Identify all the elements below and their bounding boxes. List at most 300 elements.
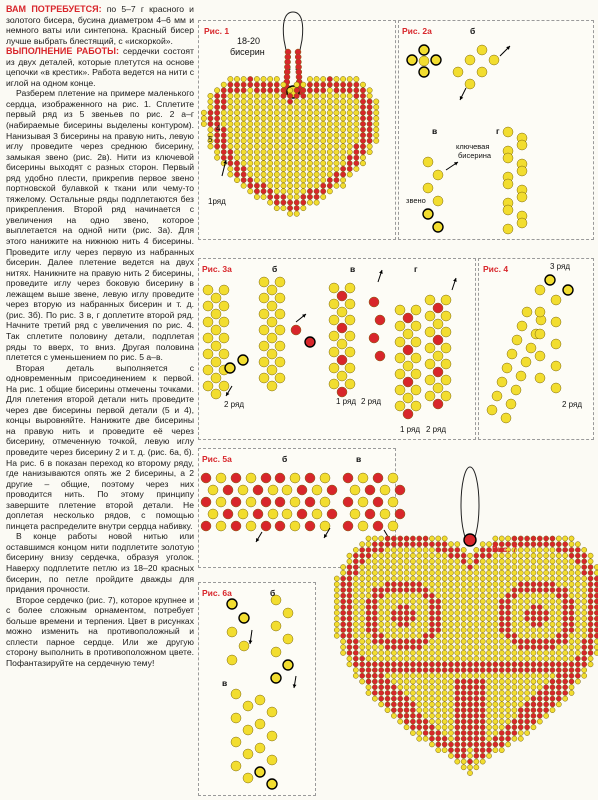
fig7-bead xyxy=(410,542,415,547)
fig7-bead xyxy=(467,725,472,730)
fig1-bead xyxy=(221,110,226,115)
fig1-bead xyxy=(274,99,279,104)
fig1-bead xyxy=(234,104,239,109)
fig7-bead xyxy=(537,673,542,678)
fig1-bead xyxy=(254,82,259,87)
fig1-bead xyxy=(321,149,326,154)
fig1-bead xyxy=(267,82,272,87)
fig7-bead xyxy=(544,662,549,667)
fig7-bead xyxy=(467,576,472,581)
fig7-bead xyxy=(379,696,384,701)
fig7-bead xyxy=(480,719,485,724)
fig7-bead xyxy=(493,708,498,713)
fig7-bead xyxy=(563,553,568,558)
fig1-bead xyxy=(314,200,319,205)
fig1-bead xyxy=(274,82,279,87)
fig7-bead xyxy=(550,645,555,650)
fig7-bead xyxy=(385,690,390,695)
fig7-bead xyxy=(366,639,371,644)
fig1-bead xyxy=(321,121,326,126)
fig7-bead xyxy=(518,587,523,592)
fig1-bead xyxy=(321,127,326,132)
fig7-bead xyxy=(379,582,384,587)
fig7-bead xyxy=(423,685,428,690)
fig1-bead xyxy=(334,127,339,132)
fig1-bead xyxy=(294,200,299,205)
fig1-bead xyxy=(254,104,259,109)
fig7-bead xyxy=(524,547,529,552)
fig7-bead xyxy=(455,690,460,695)
fig4-bead xyxy=(526,343,536,353)
fig1-bead xyxy=(281,144,286,149)
fig1-bead xyxy=(281,200,286,205)
fig7-bead xyxy=(423,667,428,672)
fig7-bead xyxy=(347,662,352,667)
fig3v-bead xyxy=(369,333,379,343)
fig6a-bead xyxy=(239,641,249,651)
fig5v-bead xyxy=(388,497,398,507)
fig7-bead xyxy=(379,667,384,672)
fig1-bead xyxy=(228,104,233,109)
fig7-bead xyxy=(563,536,568,541)
fig2v-bead xyxy=(423,157,433,167)
fig7-bead xyxy=(563,690,568,695)
fig1-bead xyxy=(228,76,233,81)
fig7-bead xyxy=(474,559,479,564)
fig7-bead xyxy=(524,708,529,713)
fig7-bead xyxy=(423,633,428,638)
fig1-bead xyxy=(214,88,219,93)
fig7-bead xyxy=(436,713,441,718)
fig7-bead xyxy=(436,610,441,615)
fig7-bead xyxy=(518,713,523,718)
fig7-bead xyxy=(353,593,358,598)
fig7-bead xyxy=(480,742,485,747)
fig6b-bead xyxy=(271,673,281,683)
fig7-bead xyxy=(505,708,510,713)
fig7-bead xyxy=(448,553,453,558)
fig3b-bead xyxy=(267,285,277,295)
fig7-bead xyxy=(404,559,409,564)
fig5a-bead xyxy=(246,497,256,507)
fig7-bead xyxy=(417,582,422,587)
fig1-bead xyxy=(228,127,233,132)
fig1-bead xyxy=(340,99,345,104)
fig7-bead xyxy=(556,702,561,707)
fig5b-bead xyxy=(297,485,307,495)
fig7-bead xyxy=(480,656,485,661)
fig7-bead xyxy=(436,616,441,621)
fig1-bead xyxy=(274,127,279,132)
fig7-bead xyxy=(455,559,460,564)
fig3g-bead xyxy=(425,311,435,321)
fig1-bead xyxy=(367,116,372,121)
fig7-bead xyxy=(455,702,460,707)
fig1-bead xyxy=(214,144,219,149)
fig1-bead xyxy=(248,138,253,143)
fig7-bead xyxy=(594,650,598,655)
fig7-bead xyxy=(417,610,422,615)
fig7-bead xyxy=(455,645,460,650)
fig7-bead xyxy=(569,627,574,632)
fig3v-bead xyxy=(345,379,355,389)
fig1-bead xyxy=(367,138,372,143)
fig7-bead xyxy=(544,542,549,547)
fig5v-bead xyxy=(395,485,405,495)
fig7-bead xyxy=(417,587,422,592)
fig5v-bead xyxy=(365,509,375,519)
fig3g-row2-label: 2 ряд xyxy=(426,425,447,434)
fig1-bead xyxy=(367,121,372,126)
fig3g-bead xyxy=(395,353,405,363)
fig1-bead xyxy=(254,144,259,149)
fig7-bead xyxy=(404,696,409,701)
fig7-bead xyxy=(556,639,561,644)
fig7-bead xyxy=(429,610,434,615)
fig1-bead xyxy=(234,110,239,115)
fig7-bead xyxy=(360,605,365,610)
fig3a-label: Рис. 3а xyxy=(202,264,232,274)
fig7-bead xyxy=(505,570,510,575)
fig2g-label: г xyxy=(496,126,500,136)
fig1-bead xyxy=(208,144,213,149)
fig7-bead xyxy=(505,736,510,741)
fig7-bead xyxy=(410,605,415,610)
fig7-bead xyxy=(550,633,555,638)
fig7-bead xyxy=(385,587,390,592)
fig7-bead xyxy=(569,685,574,690)
fig7-bead xyxy=(398,645,403,650)
fig1-bead xyxy=(208,116,213,121)
fig7-bead xyxy=(398,673,403,678)
fig7-bead xyxy=(569,616,574,621)
fig4-bead xyxy=(551,383,561,393)
fig7-bead xyxy=(575,616,580,621)
fig1-bead xyxy=(354,161,359,166)
fig1-bead xyxy=(221,82,226,87)
fig7-bead xyxy=(391,656,396,661)
fig7-bead xyxy=(391,570,396,575)
fig1-bead xyxy=(214,138,219,143)
fig7-bead xyxy=(341,622,346,627)
fig1-bead xyxy=(367,149,372,154)
fig1-num-4: 4 xyxy=(216,124,221,133)
fig6b-bead xyxy=(283,608,293,618)
fig1-bead xyxy=(327,155,332,160)
fig1-bead xyxy=(334,110,339,115)
fig7-bead xyxy=(461,708,466,713)
fig7-bead xyxy=(512,690,517,695)
fig7-bead xyxy=(505,690,510,695)
fig1-bead xyxy=(314,149,319,154)
fig7-bead xyxy=(442,650,447,655)
fig1-bead xyxy=(234,161,239,166)
fig7-bead xyxy=(588,576,593,581)
fig7-bead xyxy=(461,673,466,678)
fig1-bead xyxy=(340,161,345,166)
fig7-bead xyxy=(537,570,542,575)
fig4-bead xyxy=(535,351,545,361)
fig7-bead xyxy=(537,702,542,707)
fig7-bead xyxy=(334,582,339,587)
fig7-bead xyxy=(524,656,529,661)
fig5b-bead xyxy=(282,485,292,495)
fig7-bead xyxy=(537,667,542,672)
fig7-bead xyxy=(410,696,415,701)
fig5v-bead xyxy=(358,473,368,483)
fig7-bead xyxy=(486,656,491,661)
fig7-bead xyxy=(385,542,390,547)
fig6b-bead xyxy=(271,621,281,631)
fig7-bead xyxy=(391,593,396,598)
fig1-bead xyxy=(294,133,299,138)
fig7-bead xyxy=(391,713,396,718)
fig7-bead xyxy=(423,650,428,655)
fig7-bead xyxy=(499,708,504,713)
fig7-bead xyxy=(518,656,523,661)
fig7-bead xyxy=(480,662,485,667)
fig7-bead xyxy=(467,742,472,747)
fig1-bead xyxy=(340,155,345,160)
fig2v-bead xyxy=(423,209,433,219)
fig7-bead xyxy=(372,582,377,587)
fig7-bead xyxy=(385,662,390,667)
fig1-bead xyxy=(287,149,292,154)
fig7-bead xyxy=(499,593,504,598)
fig1-bead xyxy=(214,110,219,115)
fig7-bead xyxy=(582,605,587,610)
fig7-bead xyxy=(474,553,479,558)
fig7-bead xyxy=(353,662,358,667)
fig7-bead xyxy=(391,576,396,581)
fig1-bead xyxy=(248,99,253,104)
fig7-bead xyxy=(493,610,498,615)
fig7-bead xyxy=(582,627,587,632)
fig7-bead xyxy=(563,650,568,655)
fig1-bead xyxy=(314,93,319,98)
fig7-bead xyxy=(499,690,504,695)
fig1-bead xyxy=(281,116,286,121)
fig7-bead xyxy=(474,645,479,650)
fig7-bead xyxy=(524,593,529,598)
fig7-bead xyxy=(550,627,555,632)
fig7-bead xyxy=(550,587,555,592)
fig1-bead xyxy=(241,116,246,121)
fig1-bead xyxy=(234,172,239,177)
fig7-bead xyxy=(524,565,529,570)
fig6v-bead xyxy=(255,743,265,753)
fig1-bead xyxy=(241,82,246,87)
fig3g-bead xyxy=(395,385,405,395)
fig7-bead xyxy=(582,559,587,564)
fig7-bead xyxy=(550,565,555,570)
fig1-bead xyxy=(294,93,299,98)
fig1-bead xyxy=(294,161,299,166)
fig1-bead xyxy=(347,116,352,121)
fig7-bead xyxy=(588,656,593,661)
fig7-bead xyxy=(391,553,396,558)
fig7-bead xyxy=(461,565,466,570)
fig1-bead xyxy=(321,177,326,182)
fig7-bead xyxy=(372,570,377,575)
fig7-bead xyxy=(486,542,491,547)
fig6v-label: в xyxy=(222,678,228,688)
fig7-bead xyxy=(360,673,365,678)
fig7-bead xyxy=(563,667,568,672)
fig7-bead xyxy=(391,542,396,547)
fig7-bead xyxy=(366,582,371,587)
fig7-bead xyxy=(467,690,472,695)
fig7-bead xyxy=(531,536,536,541)
fig7-bead xyxy=(372,616,377,621)
fig1-bead xyxy=(307,93,312,98)
fig7-bead xyxy=(563,679,568,684)
fig1-bead xyxy=(221,149,226,154)
fig1-bead xyxy=(334,133,339,138)
fig7-bead xyxy=(537,576,542,581)
fig1-bead xyxy=(374,121,379,126)
fig1-bead xyxy=(334,166,339,171)
fig1-bead xyxy=(360,121,365,126)
fig7-bead xyxy=(391,673,396,678)
fig7-bead xyxy=(486,616,491,621)
fig1-bead xyxy=(321,110,326,115)
fig1-bead xyxy=(294,138,299,143)
fig7-bead xyxy=(442,610,447,615)
fig7-bead xyxy=(391,622,396,627)
fig7-bead xyxy=(360,593,365,598)
fig1-bead xyxy=(301,166,306,171)
fig1-bead xyxy=(274,121,279,126)
fig4-bead xyxy=(551,339,561,349)
fig6v-bead xyxy=(267,707,277,717)
fig7-bead xyxy=(518,553,523,558)
fig7-bead xyxy=(353,565,358,570)
fig1-bead xyxy=(327,116,332,121)
fig7-bead xyxy=(594,616,598,621)
fig5a-bead xyxy=(216,521,226,531)
fig6v-bead xyxy=(243,749,253,759)
fig7-bead xyxy=(379,570,384,575)
fig7-bead xyxy=(353,627,358,632)
fig7-bead xyxy=(461,662,466,667)
fig1-bead xyxy=(287,93,292,98)
fig1-bead xyxy=(327,149,332,154)
fig7-bead xyxy=(417,605,422,610)
fig7-bead xyxy=(493,627,498,632)
fig7-bead xyxy=(486,599,491,604)
fig7-bead xyxy=(588,559,593,564)
fig1-bead xyxy=(314,166,319,171)
fig7-bead xyxy=(347,656,352,661)
fig7-bead xyxy=(550,610,555,615)
fig7-bead xyxy=(467,748,472,753)
fig7-bead xyxy=(537,547,542,552)
fig1-bead xyxy=(248,133,253,138)
fig1-bead xyxy=(274,183,279,188)
fig1-bead xyxy=(261,194,266,199)
fig7-bead xyxy=(461,753,466,758)
fig7-bead xyxy=(410,708,415,713)
fig7-bead xyxy=(448,547,453,552)
fig7-bead xyxy=(467,622,472,627)
fig7-bead xyxy=(391,667,396,672)
fig1-bead xyxy=(354,110,359,115)
fig3a-bead xyxy=(203,381,213,391)
fig7-bead xyxy=(398,587,403,592)
fig7-bead xyxy=(556,542,561,547)
fig7-bead xyxy=(588,639,593,644)
fig5a-bead xyxy=(238,485,248,495)
fig7-bead xyxy=(505,667,510,672)
fig7-bead xyxy=(505,565,510,570)
fig7-bead xyxy=(556,565,561,570)
fig7-bead xyxy=(353,605,358,610)
fig7-bead xyxy=(594,565,598,570)
fig3g-bead xyxy=(395,305,405,315)
fig7-bead xyxy=(544,708,549,713)
fig7-bead xyxy=(537,622,542,627)
fig7-bead xyxy=(518,622,523,627)
fig4-bead xyxy=(535,373,545,383)
fig7-bead xyxy=(379,645,384,650)
fig7-bead xyxy=(550,559,555,564)
fig3b-bead xyxy=(259,293,269,303)
fig1-bead xyxy=(281,138,286,143)
fig7-bead xyxy=(524,730,529,735)
fig7-bead xyxy=(594,576,598,581)
fig7-bead xyxy=(398,639,403,644)
fig1-bead xyxy=(294,211,299,216)
fig7-bead xyxy=(575,673,580,678)
fig7-bead xyxy=(379,599,384,604)
fig3b-bead xyxy=(291,325,301,335)
fig1-bead xyxy=(254,138,259,143)
fig6v-bead xyxy=(255,719,265,729)
fig1-bead xyxy=(274,155,279,160)
fig1-bead xyxy=(221,104,226,109)
fig7-bead xyxy=(512,565,517,570)
fig7-bead xyxy=(360,627,365,632)
fig7-bead xyxy=(493,685,498,690)
fig7-bead xyxy=(486,559,491,564)
fig1-bead xyxy=(234,133,239,138)
fig7-bead xyxy=(575,633,580,638)
fig7-bead xyxy=(436,627,441,632)
fig1-bead xyxy=(307,194,312,199)
fig7-bead xyxy=(518,565,523,570)
fig1-bead xyxy=(248,166,253,171)
paragraph-4: Второе сердечко (рис. 7), которое крупнее и с более сложным орнаментом, потребует больше времени и терпения. Цвет в рисунках можно изменить на противоположный и сплести парное сердце. Или же другую сторону выполнить в противоположном цвете. Пофантазируйте на сердечную тему! xyxy=(6,594,194,668)
fig1-bead xyxy=(267,149,272,154)
fig7-bead xyxy=(524,576,529,581)
fig1-bead xyxy=(267,99,272,104)
fig7-bead xyxy=(563,639,568,644)
fig1-bead xyxy=(301,110,306,115)
fig7-bead xyxy=(404,627,409,632)
fig7-bead xyxy=(493,593,498,598)
fig7-bead xyxy=(448,656,453,661)
fig1-bead xyxy=(281,183,286,188)
fig7-bead xyxy=(563,673,568,678)
fig4-bead xyxy=(506,399,516,409)
fig5b-bead xyxy=(275,473,285,483)
fig1-bead xyxy=(301,127,306,132)
fig7-bead xyxy=(474,685,479,690)
fig4-label: Рис. 4 xyxy=(483,264,509,274)
fig7-bead xyxy=(556,605,561,610)
fig7-bead xyxy=(518,696,523,701)
